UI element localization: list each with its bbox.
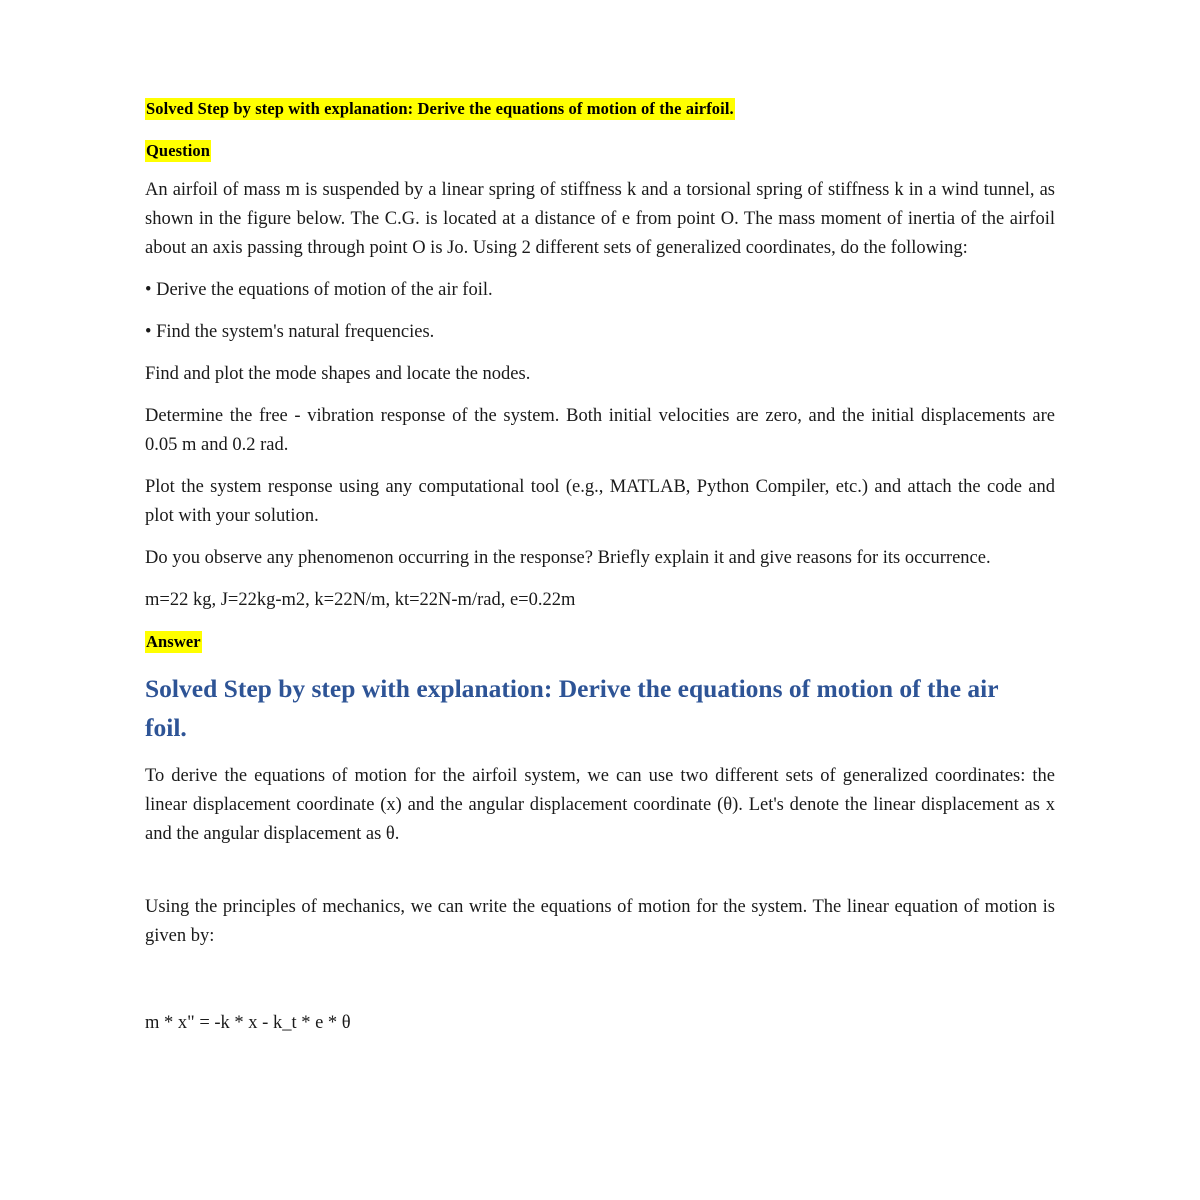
question-bullet-1: • Derive the equations of motion of the air foil. [145, 280, 493, 300]
answer-label [145, 629, 1055, 654]
question-paragraph-2: Determine the free - vibration response of the system. Both initial velocities are zero, and the initial displacements are 0.05 m and 0.2 rad. [145, 406, 1055, 455]
spacer [145, 121, 1055, 138]
document-title [145, 96, 1055, 121]
answer-paragraph-2: Using the principles of mechanics, we can write the equations of motion for the system. The linear equation of motion is given by: [145, 897, 1055, 946]
answer-label-highlight: Answer [146, 632, 201, 651]
spacer [145, 531, 1055, 544]
spacer [145, 389, 1055, 402]
answer-heading: Solved Step by step with explanation: Derive the equations of motion of the air foil. [145, 674, 999, 742]
spacer [145, 163, 1055, 176]
spacer [145, 305, 1055, 318]
question-paragraph-3: Plot the system response using any computational tool (e.g., MATLAB, Python Compiler, etc.) and attach the code and plot with your solution. [145, 477, 1055, 526]
spacer [145, 951, 1055, 980]
spacer [145, 747, 1055, 762]
spacer [145, 980, 1055, 1009]
question-paragraph-1: An airfoil of mass m is suspended by a linear spring of stiffness k and a torsional spring of stiffness k in a wind tunnel, as shown in the figure below. The C.G. is located at a distance of e from point O. The mass moment of inertia of the airfoil about an axis passing through point O is Jo. Using 2 different sets of generalized coordinates, do the following: [145, 180, 1055, 258]
document-title-highlight: Solved Step by step with explanation: Derive the equations of motion of the airfoil. [146, 99, 734, 118]
question-paragraph-4: Do you observe any phenomenon occurring in the response? Briefly explain it and give reasons for its occurrence. [145, 548, 991, 568]
spacer [145, 878, 1055, 893]
spacer [145, 263, 1055, 276]
question-label-highlight: Question [146, 141, 211, 160]
question-label [145, 138, 1055, 163]
answer-equation-1: m * x" = -k * x - k_t * e * θ [145, 1013, 351, 1033]
question-parameters: m=22 kg, J=22kg-m2, k=22N/m, kt=22N-m/rad, e=0.22m [145, 590, 576, 610]
spacer [145, 347, 1055, 360]
spacer [145, 615, 1055, 629]
spacer [145, 573, 1055, 586]
question-bullet-2: • Find the system's natural frequencies. [145, 322, 435, 342]
spacer [145, 654, 1055, 669]
answer-paragraph-1: To derive the equations of motion for the airfoil system, we can use two different sets of generalized coordinates: the linear displacement coordinate (x) and the angular displacement coordinate (θ). Let's denote the linear displacement as x and the angular displacement as θ. [145, 766, 1055, 844]
document-body [145, 96, 1055, 1038]
spacer [145, 460, 1055, 473]
question-bullet-3: Find and plot the mode shapes and locate the nodes. [145, 364, 531, 384]
spacer [145, 849, 1055, 878]
